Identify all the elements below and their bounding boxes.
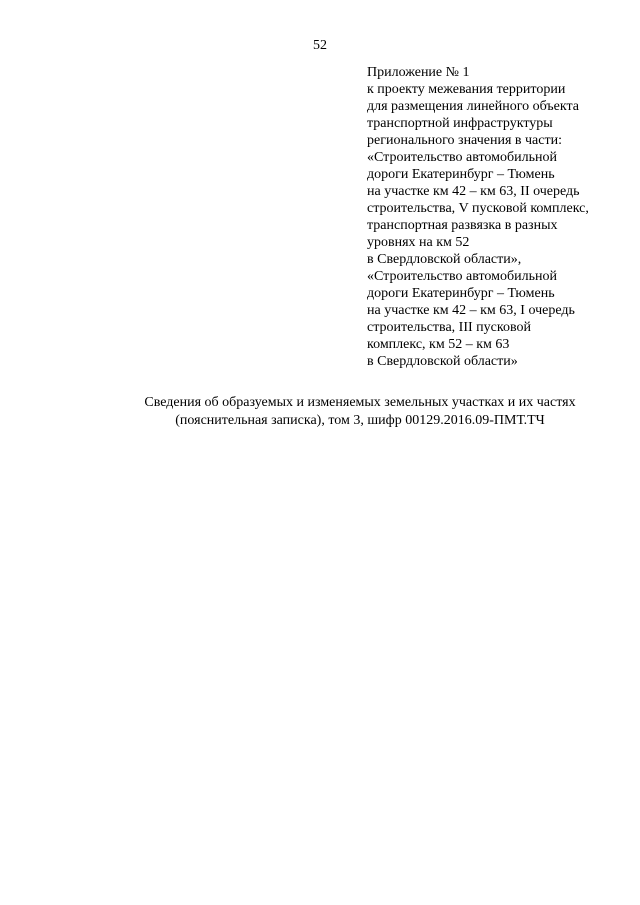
heading-line-1: Сведения об образуемых и изменяемых земельных участках и их частях	[144, 395, 576, 410]
appendix-line: транспортной инфраструктуры	[367, 116, 553, 131]
page-number: 52	[313, 38, 327, 53]
appendix-line: на участке км 42 – км 63, II очередь	[367, 184, 580, 199]
appendix-line: в Свердловской области»	[367, 354, 518, 369]
appendix-line: на участке км 42 – км 63, I очередь	[367, 303, 575, 318]
appendix-line: строительства, V пусковой комплекс,	[367, 201, 589, 216]
appendix-line: регионального значения в части:	[367, 133, 562, 148]
appendix-line: «Строительство автомобильной	[367, 269, 557, 284]
appendix-line: уровнях на км 52	[367, 235, 470, 250]
appendix-line: для размещения линейного объекта	[367, 99, 579, 114]
appendix-line: «Строительство автомобильной	[367, 150, 557, 165]
appendix-line: дороги Екатеринбург – Тюмень	[367, 167, 555, 182]
appendix-line: комплекс, км 52 – км 63	[367, 337, 510, 352]
document-heading	[100, 394, 620, 430]
appendix-caption	[367, 64, 632, 370]
heading-line-2: (пояснительная записка), том 3, шифр 00129.2016.09-ПМТ.ТЧ	[175, 413, 545, 428]
appendix-line: к проекту межевания территории	[367, 82, 566, 97]
appendix-line: в Свердловской области»,	[367, 252, 522, 267]
appendix-line: транспортная развязка в разных	[367, 218, 558, 233]
appendix-line: дороги Екатеринбург – Тюмень	[367, 286, 555, 301]
appendix-line: Приложение № 1	[367, 65, 470, 80]
appendix-line: строительства, III пусковой	[367, 320, 531, 335]
